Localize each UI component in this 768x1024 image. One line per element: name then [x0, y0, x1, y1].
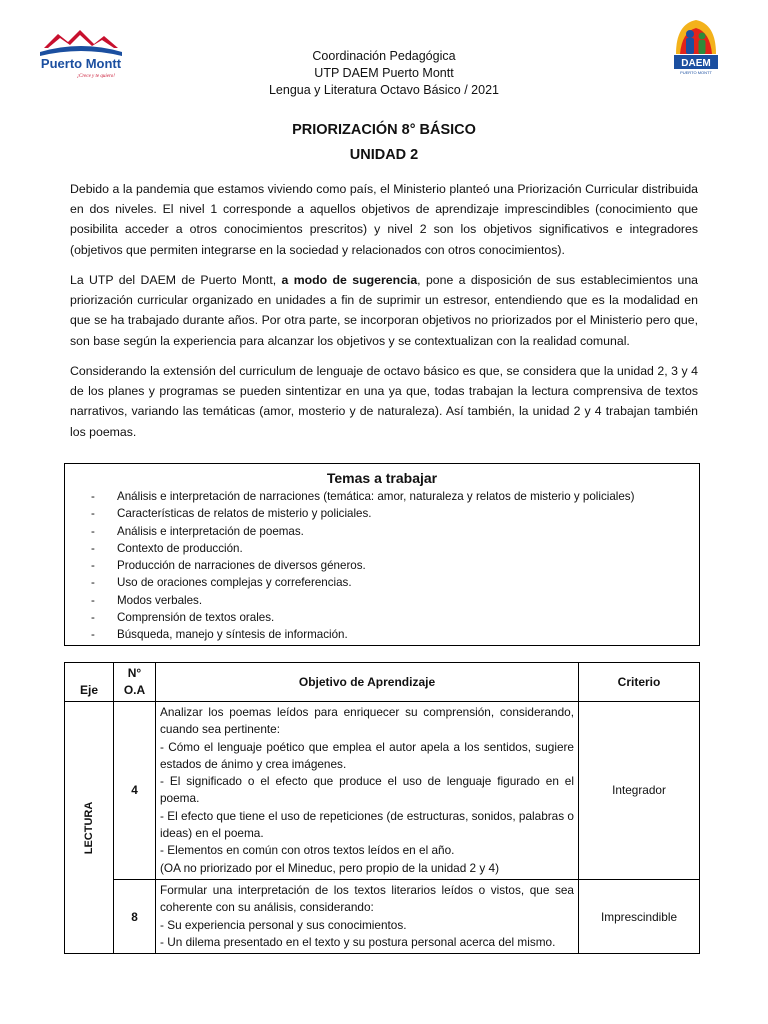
temas-item-text: Análisis e interpretación de narraciones (temática: amor, naturaleza y relatos de misterio y policiales): [117, 490, 635, 503]
list-item: - Uso de oraciones complejas y correferencias.: [91, 576, 352, 590]
header-no-line-2: O.A: [123, 683, 146, 697]
oa-number: 4: [114, 702, 156, 880]
objective-line: - Su experiencia personal y sus conocimientos.: [160, 917, 407, 932]
temas-list: [65, 488, 699, 644]
paragraph-2-part-a: La UTP del DAEM de Puerto Montt,: [70, 273, 282, 287]
temas-item-text: Modos verbales.: [117, 593, 203, 607]
header-objetivo: Objetivo de Aprendizaje: [156, 663, 579, 702]
objective-cell: [156, 879, 579, 953]
objective-line: - Cómo el lenguaje poético que emplea el autor apela a los sentidos, sugiere estados de ánimo y crea imágenes.: [160, 739, 574, 771]
list-item: - Producción de narraciones de diversos géneros.: [91, 559, 366, 573]
objectives-table: [64, 662, 700, 954]
list-item: - Modos verbales.: [91, 593, 203, 607]
title-line-2: UNIDAD 2: [349, 147, 419, 163]
logo-right-sub: PUERTO MONTT: [680, 70, 712, 75]
header-eje: Eje: [65, 663, 114, 702]
objective-line: Analizar los poemas leídos para enriquecer su comprensión, considerando, cuando sea pertinente:: [160, 705, 574, 737]
objective-line: - Elementos en común con otros textos leídos en el año.: [160, 843, 455, 858]
list-item: - Búsqueda, manejo y síntesis de información.: [91, 628, 348, 642]
paragraph-2: [70, 270, 698, 351]
logo-left-slogan: ¡Crece y te quiero!: [77, 74, 115, 79]
temas-item-text: Uso de oraciones complejas y correferencias.: [117, 576, 352, 590]
objective-line: - El efecto que tiene el uso de repeticiones (de estructuras, sonidos, palabras o ideas) en el poema.: [160, 808, 574, 841]
document-header: [0, 48, 768, 99]
header-no-oa: [114, 663, 156, 702]
objective-line: Formular una interpretación de los textos literarios leídos o vistos, que sea coherente con su análisis, considerando:: [160, 882, 574, 915]
temas-item-text: Características de relatos de misterio y policiales.: [117, 507, 372, 521]
paragraph-2-part-c: , pone a disposición de sus establecimientos una priorización curricular organizado en unidades a fin de suprimir un estresor, entendiendo que es la modalidad en que se ha trabajado durante años. Por otra parte, se incorporan objetivos no priorizados por el Ministerio pero que, son base según la experiencia para alcanzar los objetivos y se contextualizan con la realidad comunal.: [70, 273, 698, 348]
document-title: [0, 118, 768, 168]
list-item: - Análisis e interpretación de narraciones (temática: amor, naturaleza y relatos de misterio y policiales): [91, 490, 635, 503]
logo-right-text: DAEM: [681, 58, 711, 69]
temas-item-text: Producción de narraciones de diversos géneros.: [117, 559, 366, 573]
paragraph-3: Considerando la extensión del curriculum de lenguaje de octavo básico es que, se considera que la unidad 2, 3 y 4 de los planes y programas se pueden sintentizar en una ya que, todas trabajan la lectura comprensiva de textos narrativos, variando las temáticas (amor, mosterio y de naturaleza). Así también, la unidad 2 y 4 trabajan también los poemas.: [70, 364, 698, 439]
header-line-1: Coordinación Pedagógica: [312, 49, 456, 63]
eje-cell: [65, 702, 114, 954]
list-item: - Análisis e interpretación de poemas.: [91, 524, 304, 538]
logo-left-text: Puerto Montt: [40, 56, 122, 71]
header-line-3: Lengua y Literatura Octavo Básico / 2021: [268, 83, 499, 97]
objective-line: (OA no priorizado por el Mineduc, pero propio de la unidad 2 y 4): [160, 860, 500, 875]
title-line-1: PRIORIZACIÓN 8° BÁSICO: [292, 122, 476, 138]
table-row: [65, 879, 700, 953]
temas-item-text: Búsqueda, manejo y síntesis de información.: [117, 628, 348, 642]
eje-label: LECTURA: [83, 801, 95, 854]
table-header-row: [65, 663, 700, 702]
paragraph-1: Debido a la pandemia que estamos viviendo como país, el Ministerio planteó una Priorización Curricular distribuida en dos niveles. El nivel 1 corresponde a aquellos objetivos de aprendizaje imprescindibles (conocimiento que posibilita acceder a otros conocimientos prescritos) y nivel 2 son los objetivos significativos e integradores (objetivos que permiten integrarse en la sociedad y relacionados con otros conocimientos).: [70, 182, 698, 257]
objective-cell: [156, 702, 579, 880]
list-item: - Comprensión de textos orales.: [91, 611, 275, 625]
list-item: - Características de relatos de misterio y policiales.: [91, 507, 372, 521]
paragraph-2-emphasis: a modo de sugerencia: [281, 273, 418, 287]
list-item: - Contexto de producción.: [91, 541, 243, 555]
header-line-2: UTP DAEM Puerto Montt: [314, 66, 454, 80]
temas-item-text: Contexto de producción.: [117, 541, 243, 555]
objective-line: - El significado o el efecto que produce el uso de lenguaje figurado en el poema.: [160, 774, 574, 806]
temas-box: [64, 463, 700, 646]
temas-title: Temas a trabajar: [326, 470, 438, 486]
criterio-cell: Integrador: [579, 702, 700, 880]
objective-line: - Un dilema presentado en el texto y su postura personal acerca del mismo.: [160, 934, 556, 949]
header-criterio: Criterio: [579, 663, 700, 702]
temas-item-text: Comprensión de textos orales.: [117, 611, 275, 625]
criterio-cell: Imprescindible: [579, 879, 700, 953]
header-no-line-1: N°: [127, 666, 142, 680]
oa-number: 8: [114, 879, 156, 953]
table-row: [65, 702, 700, 880]
temas-item-text: Análisis e interpretación de poemas.: [117, 524, 304, 538]
